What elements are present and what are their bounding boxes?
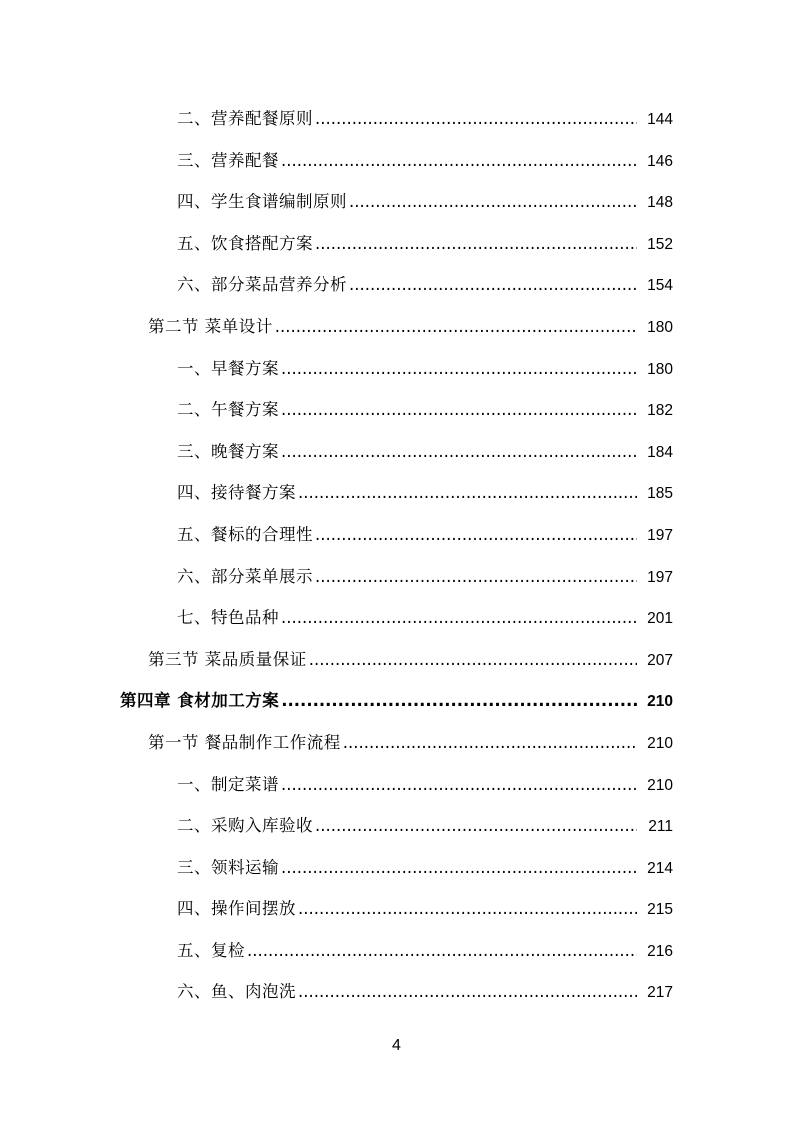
toc-entry-title: 三、领料运输 (177, 857, 279, 877)
toc-entry-title: 四、操作间摆放 (177, 899, 296, 919)
toc-entry[interactable] (0, 971, 793, 1013)
dot-leader (343, 722, 637, 764)
dot-leader (315, 223, 637, 265)
toc-section-entry[interactable] (0, 722, 793, 764)
toc-entry[interactable] (0, 264, 793, 306)
toc-entry-title: 第二节 菜单设计 (148, 316, 273, 336)
dot-leader (349, 264, 637, 306)
toc-entry-page: 180 (647, 318, 673, 336)
toc-entry[interactable] (0, 389, 793, 431)
toc-entry-page: 148 (647, 194, 673, 212)
toc-entry-page: 211 (648, 818, 673, 836)
toc-entry-title: 三、营养配餐 (177, 150, 279, 170)
dot-leader (298, 971, 637, 1013)
toc-entry[interactable] (0, 348, 793, 390)
toc-entry-page: 207 (647, 651, 673, 669)
dot-leader (281, 597, 637, 639)
toc-entry-title: 五、复检 (177, 940, 245, 960)
dot-leader (281, 680, 637, 722)
toc-entry[interactable] (0, 888, 793, 930)
toc-section-entry[interactable] (0, 639, 793, 681)
toc-entry-title: 五、饮食搭配方案 (177, 233, 313, 253)
toc-entry-title: 第一节 餐品制作工作流程 (148, 732, 341, 752)
toc-entry-title: 五、餐标的合理性 (177, 524, 313, 544)
toc-entry[interactable] (0, 930, 793, 972)
toc-entry[interactable] (0, 181, 793, 223)
toc-entry-page: 182 (647, 402, 673, 420)
dot-leader (281, 140, 637, 182)
toc-entry-title: 二、采购入库验收 (177, 816, 313, 836)
toc-entry-title: 六、部分菜单展示 (177, 566, 313, 586)
table-of-contents (0, 98, 793, 1013)
toc-entry-title: 六、部分菜品营养分析 (177, 275, 347, 295)
toc-entry[interactable] (0, 805, 793, 847)
toc-entry[interactable] (0, 140, 793, 182)
toc-entry[interactable] (0, 431, 793, 473)
toc-entry-title: 二、营养配餐原则 (177, 109, 313, 128)
dot-leader (247, 930, 637, 972)
toc-entry-page: 216 (647, 942, 673, 960)
dot-leader (315, 805, 637, 847)
toc-entry-page: 214 (647, 859, 673, 877)
dot-leader (275, 306, 637, 348)
toc-entry-title: 四、接待餐方案 (177, 483, 296, 503)
toc-entry[interactable] (0, 514, 793, 556)
toc-entry[interactable] (0, 472, 793, 514)
toc-entry-title: 四、学生食谱编制原则 (177, 192, 347, 212)
toc-section-entry[interactable] (0, 306, 793, 348)
toc-entry-page: 154 (647, 277, 673, 295)
toc-entry-page: 144 (647, 111, 673, 128)
toc-entry-page: 210 (647, 734, 673, 752)
toc-entry-title: 第三节 菜品质量保证 (148, 649, 307, 669)
dot-leader (315, 514, 637, 556)
dot-leader (298, 888, 637, 930)
toc-chapter-entry[interactable] (0, 680, 793, 722)
dot-leader (315, 98, 637, 140)
dot-leader (281, 389, 637, 431)
toc-entry-title: 一、早餐方案 (177, 358, 279, 378)
toc-entry[interactable] (0, 98, 793, 140)
toc-entry-title: 三、晚餐方案 (177, 441, 279, 461)
toc-entry-title: 第四章 食材加工方案 (120, 691, 280, 711)
toc-entry-page: 180 (647, 360, 673, 378)
toc-entry[interactable] (0, 597, 793, 639)
toc-entry[interactable] (0, 847, 793, 889)
dot-leader (281, 431, 637, 473)
toc-entry-title: 六、鱼、肉泡洗 (177, 982, 296, 1002)
toc-entry-page: 184 (647, 443, 673, 461)
dot-leader (281, 847, 637, 889)
dot-leader (315, 556, 637, 598)
toc-entry-page: 201 (647, 610, 673, 628)
dot-leader (281, 348, 637, 390)
toc-entry-page: 210 (647, 776, 673, 794)
dot-leader (298, 472, 637, 514)
toc-entry-title: 七、特色品种 (177, 608, 279, 628)
dot-leader (309, 639, 637, 681)
toc-entry-page: 197 (647, 526, 673, 544)
toc-entry-page: 217 (647, 984, 673, 1002)
toc-entry[interactable] (0, 223, 793, 265)
toc-entry-page: 146 (647, 152, 673, 170)
toc-entry-title: 二、午餐方案 (177, 400, 279, 420)
toc-entry[interactable] (0, 556, 793, 598)
toc-entry-page: 215 (647, 901, 673, 919)
dot-leader (349, 181, 637, 223)
toc-entry-page: 152 (647, 235, 673, 253)
toc-entry[interactable] (0, 764, 793, 806)
dot-leader (281, 764, 637, 806)
page-number: 4 (392, 1037, 401, 1054)
toc-entry-title: 一、制定菜谱 (177, 774, 279, 794)
toc-entry-page: 210 (647, 693, 673, 711)
toc-entry-page: 197 (647, 568, 673, 586)
toc-entry-page: 185 (647, 485, 673, 503)
